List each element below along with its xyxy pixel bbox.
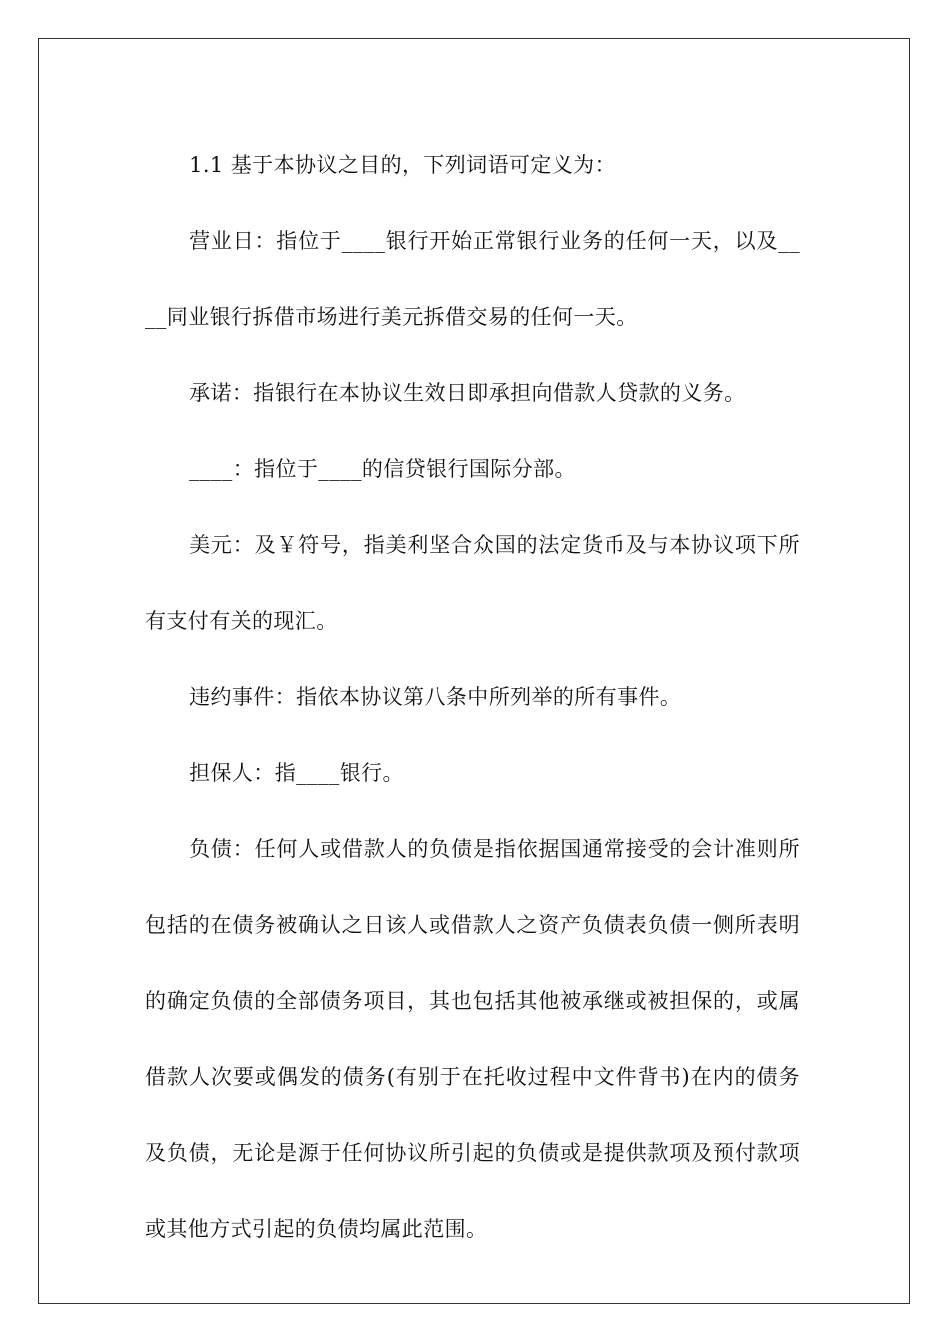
definition-commitment: 承诺：指银行在本协议生效日即承担向借款人贷款的义务。 <box>189 381 746 405</box>
document-body <box>145 127 800 1267</box>
definition-branch: ____：指位于____的信贷银行国际分部。 <box>189 457 576 481</box>
definition-guarantor: 担保人：指____银行。 <box>189 761 404 785</box>
clause-1-1-heading: 1.1 基于本协议之目的，下列词语可定义为： <box>189 153 616 177</box>
definition-indebtedness: 负债：任何人或借款人的负债是指依据国通常接受的会计准则所包括的在债务被确认之日该人或借款人之资产负债表负债一侧所表明的确定负债的全部债务项目，其也包括其他被承继或被担保的，或属借款人次要或偶发的债务(有别于在托收过程中文件背书)在内的债务及负债，无论是源于任何协议所引起的负债或是提供款项及预付款项或其他方式引起的负债均属此范围。 <box>145 837 800 1241</box>
definition-us-dollar: 美元：及￥符号，指美利坚合众国的法定货币及与本协议项下所有支付有关的现汇。 <box>145 533 800 633</box>
definition-business-day: 营业日：指位于____银行开始正常银行业务的任何一天，以及____同业银行拆借市场进行美元拆借交易的任何一天。 <box>145 229 800 329</box>
definition-event-of-default: 违约事件：指依本协议第八条中所列举的所有事件。 <box>189 685 682 709</box>
